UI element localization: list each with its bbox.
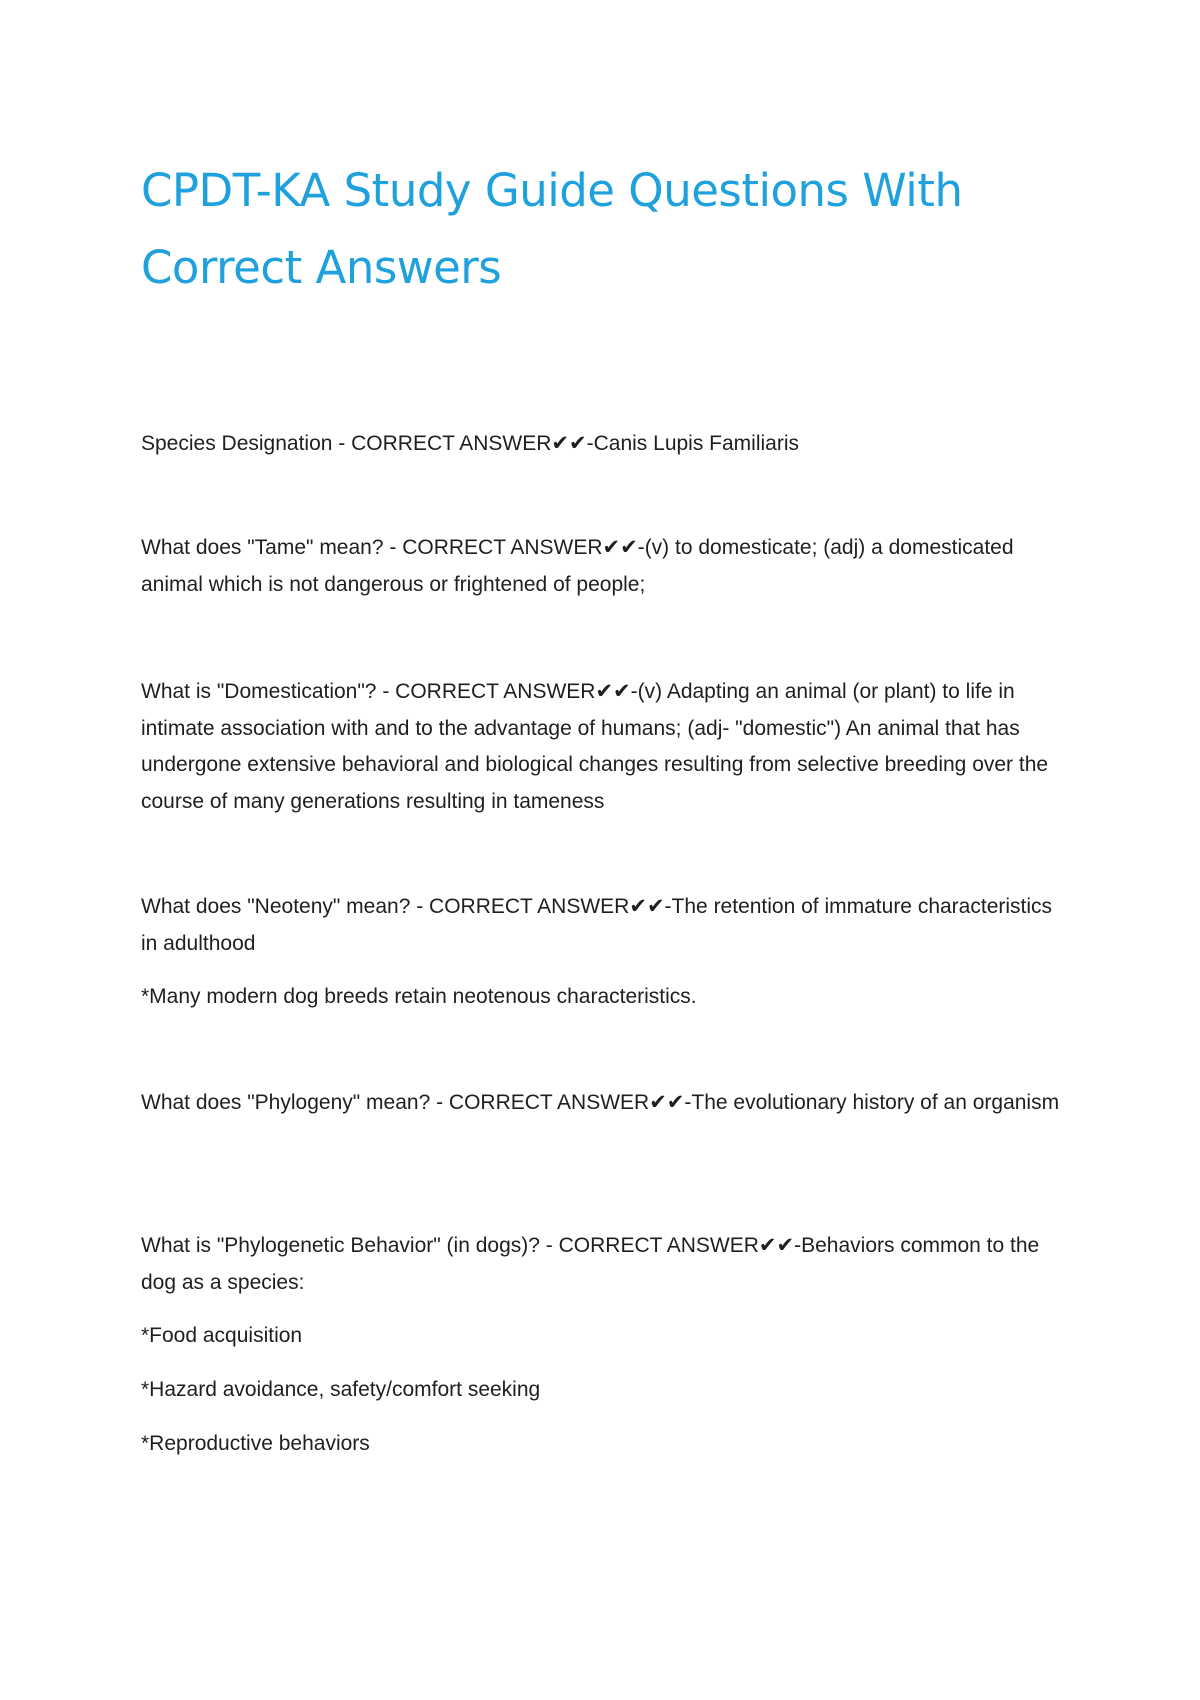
qa-entry-tame <box>141 530 1071 603</box>
question-text: What is "Domestication"? <box>141 680 377 703</box>
answer-text: (v) to domesticate; (adj) a domesticated animal which is not dangerous or frightened of people; <box>141 536 1014 596</box>
correct-answer-marker: - CORRECT ANSWER✔✔- <box>332 432 594 455</box>
question-text: What does "Phylogeny" mean? <box>141 1091 431 1114</box>
note-food-acquisition: *Food acquisition <box>141 1324 303 1347</box>
answer-text: The retention of immature characteristics in adulthood <box>141 895 1053 955</box>
qa-entry-neoteny <box>141 889 1071 962</box>
qa-entry-species-designation <box>141 426 1071 463</box>
answer-text: (v) Adapting an animal (or plant) to life in intimate association with and to the advantage of humans; (adj- "domestic") An animal that has undergone extensive behavioral and biological changes resulting from selective breeding over the course of many generations resulting in tameness <box>141 680 1049 813</box>
correct-answer-marker: - CORRECT ANSWER✔✔- <box>410 895 672 918</box>
question-text: Species Designation <box>141 432 333 455</box>
question-text: What does "Tame" mean? <box>141 536 384 559</box>
answer-text: The evolutionary history of an organism <box>691 1091 1060 1114</box>
note-reproductive-behaviors: *Reproductive behaviors <box>141 1432 370 1455</box>
qa-entry-phylogeny <box>141 1085 1071 1122</box>
correct-answer-marker: - CORRECT ANSWER✔✔- <box>376 680 638 703</box>
correct-answer-marker: - CORRECT ANSWER✔✔- <box>383 536 645 559</box>
question-text: What does "Neoteny" mean? <box>141 895 411 918</box>
note-hazard-avoidance: *Hazard avoidance, safety/comfort seeking <box>141 1378 541 1401</box>
document-title <box>141 152 1041 306</box>
document-title-line-1: CPDT-KA Study Guide Questions With <box>141 164 963 217</box>
question-text: What is "Phylogenetic Behavior" (in dogs)? <box>141 1234 540 1257</box>
correct-answer-marker: - CORRECT ANSWER✔✔- <box>539 1234 802 1257</box>
document-title-line-2: Correct Answers <box>141 241 502 294</box>
answer-text: Canis Lupis Familiaris <box>593 432 800 455</box>
answer-text: Behaviors common to the dog as a species: <box>141 1234 1040 1294</box>
qa-entry-domestication <box>141 674 1071 820</box>
note-neotenous-breeds: *Many modern dog breeds retain neotenous characteristics. <box>141 985 697 1008</box>
correct-answer-marker: - CORRECT ANSWER✔✔- <box>430 1091 692 1114</box>
qa-entry-phylogenetic-behavior <box>141 1228 1071 1301</box>
